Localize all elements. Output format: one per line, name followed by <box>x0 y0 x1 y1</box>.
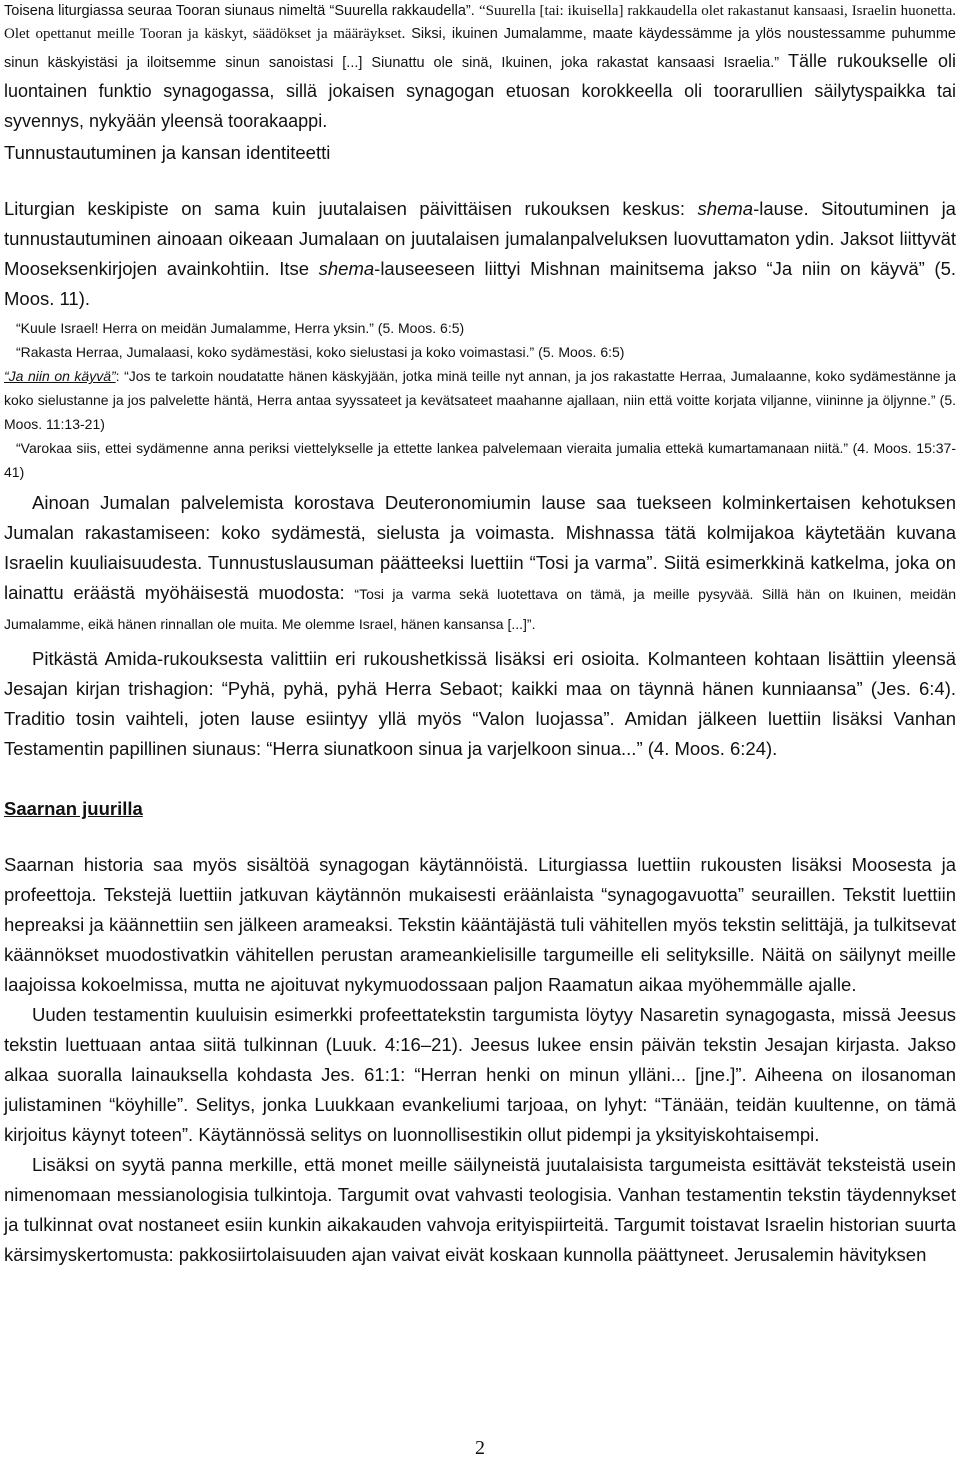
document-page <box>4 0 956 1270</box>
quote: “Varokaa siis, ettei sydämenne anna periksi viettelykselle ja ettette lankea palvelemaan vieraita jumalia ettekä kumartamanaan niitä.” (4. Moos. 15:37-41) <box>4 440 956 480</box>
quote-text: Siksi, ikuinen Jumalamme, maate käydessämme ja ylös noustessamme puhumme sinun käskyistäsi ja iloitsemme sinun sanoistasi [...] Siunattu ole sinä, Ikuinen, joka rakastat kansaasi Israelia.” <box>4 26 956 71</box>
paragraph-text: -lauseeseen liittyi Mishnan mainitsema jakso “Ja niin on käyvä” (5. Moos. 11). <box>4 258 957 309</box>
paragraph-text: Liturgian keskipiste on sama kuin juutalaisen päivittäisen rukouksen keskus: <box>4 198 698 219</box>
paragraph <box>4 0 956 136</box>
quote <box>4 364 956 436</box>
quote-text: : “Jos te tarkoin noudatatte hänen käskyjään, jotka minä teille nyt annan, ja jos rakastatte Herraa, Jumalaanne, koko sydämestänne ja koko sielustanne ja jos palvelette häntä, Herra antaa syyssateet ja kevätsateet maahanne ajallaan, niin että voitte korjata viljanne, viininne ja öljynne.” (5. Moos. 11:13-21) <box>4 368 957 432</box>
quote-text: “Tosi ja varma sekä luotettava on tämä, ja meille pysyvää. Sillä hän on Ikuinen, meidän Jumalamme, eikä hänen rinnallan ole muita. Me olemme Israel, hänen kansansa [...]”. <box>4 586 956 632</box>
emphasis: shema <box>697 198 754 219</box>
quote-text: “Suurella [tai: ikuisella] rakkaudella olet rakastanut kansaasi, Israelin huonetta. Olet opettanut meille Tooran ja käskyt, säädökset ja määräykset. <box>4 3 956 42</box>
paragraph-text: -lause. Sitoutuminen ja tunnustautuminen ainoaan oikeaan Jumalaan on juutalaisen jumalanpalveluksen luovuttamaton ydin. Jaksot liittyvät Mooseksenkirjojen avainkohtiin. Itse <box>4 198 956 279</box>
paragraph: Uuden testamentin kuuluisin esimerkki profeettatekstin targumista löytyy Nasaretin synagogasta, missä Jeesus tekstin luettuaan antaa siitä tulkinnan (Luuk. 4:16–21). Jeesus lukee ensin päivän tekstin Jesajan kirjasta. Jakso alkaa suoralla lainauksella kohdasta Jes. 61:1: “Herran henki on minun ylläni... [jne.]”. Aiheena on ilosanoman julistaminen “köyhille”. Selitys, jonka Luukkaan evankeliumi tarjoaa, on lyhyt: “Tänään, teidän kuultenne, on tämä kirjoitus käynyt toteen”. Käytännössä selitys on luonnollisestikin ollut pidempi ja yksityiskohtaisempi. <box>4 1004 956 1145</box>
section-heading: Tunnustautuminen ja kansan identiteetti <box>4 142 331 163</box>
paragraph <box>4 488 956 638</box>
paragraph: Lisäksi on syytä panna merkille, että monet meille säilyneistä juutalaisista targumeista esittävät teksteistä usein nimenomaan messianologisia tulkintoja. Targumit ovat vahvasti teologisia. Vanhan testamentin tekstin täydennykset ja tulkinnat ovat nostaneet esiin kunkin aikakauden vahvoja erityispiirteitä. Targumit toistavat Israelin historian suurta kärsimyskertomusta: pakkosiirtolaisuuden ajan vaivat eivät koskaan kunnolla päättyneet. Jerusalemin hävityksen <box>4 1154 956 1265</box>
page-number: 2 <box>475 1437 485 1459</box>
quote: “Kuule Israel! Herra on meidän Jumalamme, Herra yksin.” (5. Moos. 6:5) <box>16 320 465 336</box>
emphasis: “Ja niin on käyvä” <box>4 368 116 384</box>
paragraph-text: Toisena liturgiassa seuraa Tooran siunaus nimeltä “Suurella rakkaudella”. <box>4 3 475 19</box>
paragraph-text: Tälle rukoukselle oli luontainen funktio synagogassa, sillä jokaisen synagogan etuosan korokkeella oli toorarullien säilytyspaikka tai syvennys, nykyään yleensä toorakaappi. <box>4 51 956 131</box>
paragraph: Saarnan historia saa myös sisältöä synagogan käytännöistä. Liturgiassa luettiin rukousten lisäksi Moosesta ja profeettoja. Tekstejä luettiin jatkuvan käytännön mukaisesti eräänlaista “synagogavuotta” seuraillen. Tekstit luettiin hepreaksi ja käännettiin sen jälkeen arameaksi. Tekstin kääntäjästä tuli vähitellen myös tekstin selittäjä, ja tulkitsevat käännökset muodostivatkin vähitellen perustan arameankielisille targumeille eli selityksille. Näitä on säilynyt meille laajoissa kokoelmissa, mutta ne ajoituvat nykymuodossaan paljon Raamatun aikaa myöhemmälle ajalle. <box>4 854 956 995</box>
emphasis: shema <box>318 258 375 279</box>
paragraph <box>4 194 956 314</box>
quote: “Rakasta Herraa, Jumalaasi, koko sydämestäsi, koko sielustasi ja koko voimastasi.” (5. Moos. 6:5) <box>16 344 625 360</box>
section-heading: Saarnan juurilla <box>4 798 143 819</box>
paragraph: Pitkästä Amida-rukouksesta valittiin eri rukoushetkissä lisäksi eri osioita. Kolmanteen kohtaan lisättiin yleensä Jesajan kirjan trishagion: “Pyhä, pyhä, pyhä Herra Sebaot; kaikki maa on täynnä hänen kunniaansa” (Jes. 6:4). Traditio tosin vaihteli, joten lause esiintyy yllä myös “Valon luojassa”. Amidan jälkeen luettiin lisäksi Vanhan Testamentin papillinen siunaus: “Herra siunatkoon sinua ja varjelkoon sinua...” (4. Moos. 6:24). <box>4 648 956 759</box>
paragraph-text: Ainoan Jumalan palvelemista korostava Deuteronomiumin lause saa tuekseen kolminkertaisen kehotuksen Jumalan rakastamiseen: koko sydämestä, sielusta ja voimasta. Mishnassa tätä kolmijakoa käytetään kuvana Israelin kuuliaisuudesta. Tunnustuslausuman päätteeksi luettiin “Tosi ja varma”. Siitä esimerkkinä katkelma, joka on lainattu eräästä myöhäisestä muodosta: <box>4 492 956 603</box>
